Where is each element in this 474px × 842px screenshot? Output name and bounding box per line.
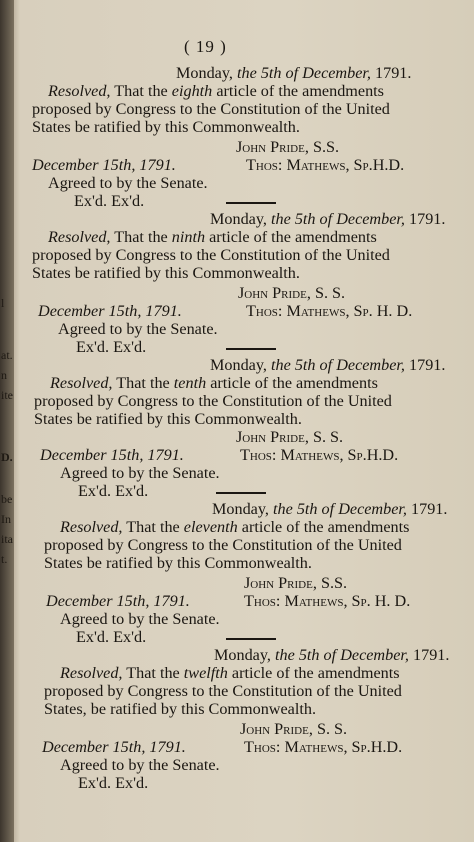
exd-line: Ex'd. Ex'd. [78,482,149,500]
resolution-line: Resolved, That the twelfth article of the amendments [60,664,400,682]
date-left: December 15th, 1791. [46,592,190,610]
binding-gutter [0,0,14,842]
signer: John Pride, S. S. [240,720,348,738]
signer: John Pride, S. S. [238,284,346,302]
margin-mark: t. [1,552,8,566]
agreed-line: Agreed to by the Senate. [60,756,220,774]
agreed-line: Agreed to by the Senate. [58,320,218,338]
signer: John Pride, S.S. [236,138,340,156]
exd-line: Ex'd. Ex'd. [76,338,147,356]
section-header: Monday, the 5th of December, 1791. [210,210,446,228]
resolution-line: States be ratified by this Commonwealth. [44,554,312,572]
section-header: Monday, the 5th of December, 1791. [210,356,446,374]
date-left: December 15th, 1791. [32,156,176,174]
margin-mark: be [1,492,13,506]
exd-line: Ex'd. Ex'd. [74,192,145,210]
margin-mark: In [1,512,11,526]
divider-rule [226,638,276,640]
signer: John Pride, S. S. [236,428,344,446]
resolution-line: proposed by Congress to the Constitution of the United [32,246,390,264]
speaker: Thos: Mathews, Sp.H.D. [244,738,403,756]
date-left: December 15th, 1791. [38,302,182,320]
resolution-line: proposed by Congress to the Constitution of the United [44,536,402,554]
speaker: Thos: Mathews, Sp. H. D. [244,592,411,610]
agreed-line: Agreed to by the Senate. [48,174,208,192]
divider-rule [216,492,266,494]
speaker: Thos: Mathews, Sp.H.D. [240,446,399,464]
exd-line: Ex'd. Ex'd. [76,628,147,646]
margin-mark: D. [1,450,13,464]
resolution-line: Resolved, That the eighth article of the amendments [48,82,384,100]
resolution-line: proposed by Congress to the Constitution of the United [32,100,390,118]
divider-rule [226,348,276,350]
agreed-line: Agreed to by the Senate. [60,610,220,628]
margin-mark: ita [1,532,13,546]
section-header: Monday, the 5th of December, 1791. [212,500,448,518]
resolution-line: proposed by Congress to the Constitution of the United [44,682,402,700]
margin-mark: l [1,296,5,310]
divider-rule [226,202,276,204]
date-left: December 15th, 1791. [40,446,184,464]
speaker: Thos: Mathews, Sp. H. D. [246,302,413,320]
section-header: Monday, the 5th of December, 1791. [214,646,450,664]
resolution-line: States be ratified by this Commonwealth. [34,410,302,428]
margin-mark: n [1,368,7,382]
page [14,0,474,842]
margin-mark: at. [1,348,13,362]
resolution-line: proposed by Congress to the Constitution of the United [34,392,392,410]
margin-mark: ite [1,388,13,402]
resolution-line: States be ratified by this Commonwealth. [32,118,300,136]
resolution-line: Resolved, That the ninth article of the amendments [48,228,377,246]
section-header: Monday, the 5th of December, 1791. [176,64,412,82]
page-number: ( 19 ) [184,37,227,56]
resolution-line: Resolved, That the eleventh article of the amendments [60,518,410,536]
agreed-line: Agreed to by the Senate. [60,464,220,482]
resolution-line: Resolved, That the tenth article of the amendments [50,374,378,392]
date-left: December 15th, 1791. [42,738,186,756]
resolution-line: States be ratified by this Commonwealth. [32,264,300,282]
exd-line: Ex'd. Ex'd. [78,774,149,792]
speaker: Thos: Mathews, Sp.H.D. [246,156,405,174]
resolution-line: States, be ratified by this Commonwealth. [44,700,316,718]
signer: John Pride, S.S. [244,574,348,592]
